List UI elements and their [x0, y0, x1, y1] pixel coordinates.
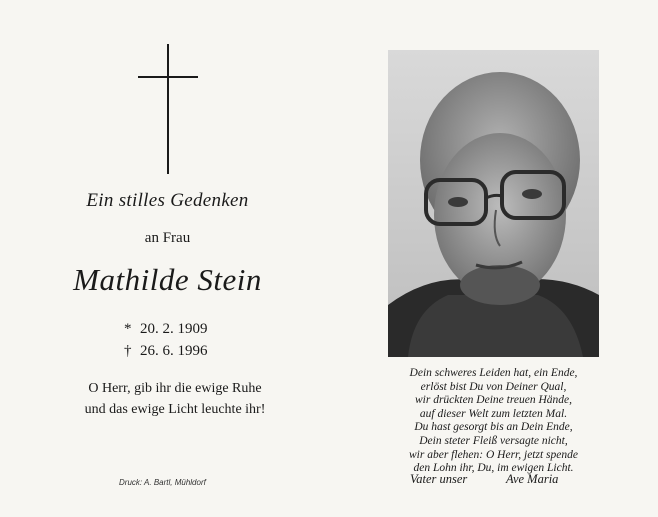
birth-date: 20. 2. 1909	[140, 321, 208, 337]
death-date: 26. 6. 1996	[140, 343, 208, 359]
poem-line: Dein schweres Leiden hat, ein Ende,	[409, 367, 578, 379]
poem-line: wir aber flehen: O Herr, jetzt spende	[409, 448, 578, 461]
death-date-row	[124, 340, 208, 362]
death-symbol: †	[124, 343, 132, 359]
prayer-line: und das ewige Licht leuchte ihr!	[84, 402, 266, 417]
prayer-line: O Herr, gib ihr die ewige Ruhe	[88, 381, 262, 396]
portrait-photo	[388, 50, 599, 357]
eternal-rest-prayer	[40, 378, 310, 420]
prayer-vater-unser: Vater unser	[410, 472, 468, 486]
poem-line: erlöst bist Du von Deiner Qual,	[420, 380, 567, 393]
poem-line: den Lohn ihr, Du, im ewigen Licht.	[413, 462, 574, 475]
birth-symbol: *	[124, 321, 132, 337]
birth-date-row	[124, 318, 208, 340]
life-dates	[124, 318, 208, 362]
memorial-poem	[388, 367, 599, 476]
memorial-heading: Ein stilles Gedenken	[86, 190, 249, 211]
salutation: an Frau	[144, 230, 191, 246]
poem-line: auf dieser Welt zum letzten Mal.	[419, 407, 568, 420]
prayer-ave-maria: Ave Maria	[506, 472, 559, 486]
cross-icon	[138, 44, 198, 174]
deceased-name: Mathilde Stein	[73, 262, 262, 297]
poem-line: Du hast gesorgt bis an Dein Ende,	[414, 421, 573, 434]
poem-line: Dein steter Fleiß versagte nicht,	[419, 434, 568, 447]
printer-imprint: Druck: A. Bartl, Mühldorf	[119, 478, 206, 487]
poem-line: wir drückten Deine treuen Hände,	[414, 394, 573, 407]
